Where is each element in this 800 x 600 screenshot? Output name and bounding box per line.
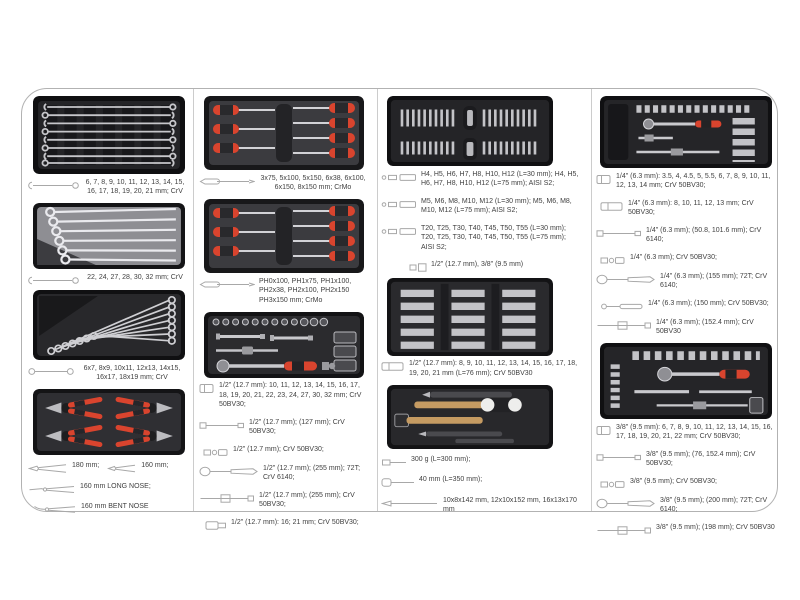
extension-bar-icon (596, 226, 642, 237)
tray-combination-wrenches-6-21 (33, 96, 185, 174)
tray-pliers-set (33, 389, 185, 455)
spec-line (199, 445, 367, 456)
spec-text: 1/4" (6.3 mm); (152.4 mm); CrV 50BV30 (656, 318, 754, 335)
bit-adapter-icon (409, 260, 427, 271)
tray-combination-wrenches-22-32 (33, 203, 185, 269)
spec-line (381, 260, 579, 271)
spec-text: 1/2" (12.7 mm): 8, 9, 10, 11, 12, 13, 14, 15, 16, 17, 18, 19, 20, 21 mm (L=76 mm); CrV 50BV30 (409, 360, 578, 377)
tray-half-inch-socket-set (204, 312, 364, 378)
combination-wrench-icon (28, 178, 80, 189)
universal-joint-icon (203, 445, 229, 456)
spec-line (381, 359, 579, 378)
hex-bits-icon (381, 170, 417, 181)
spec-text: 22, 24, 27, 28, 30, 32 mm; CrV (87, 273, 183, 281)
spec-line (28, 273, 186, 284)
spec-text: 3x75, 5x100, 5x150, 6x38, 6x100, 6x150, 8x150 mm; CrMo (260, 174, 366, 191)
spec-text: 6, 7, 8, 9, 10, 11, 12, 13, 14, 15, 16, 17, 18, 19, 20, 21 mm; CrV (85, 178, 185, 195)
flex-handle-icon (600, 299, 644, 310)
bent-nose-pliers-icon (33, 502, 77, 513)
spec-line (596, 226, 778, 245)
cutting-pliers-icon (107, 461, 137, 472)
column-wrenches-pliers (28, 94, 186, 518)
combination-wrench-icon (28, 273, 80, 284)
spec-line (596, 172, 778, 191)
column-divider (377, 89, 378, 511)
ratchet-icon (596, 496, 656, 507)
spec-text: 180 mm; (72, 462, 100, 469)
spec-line (28, 178, 186, 197)
spec-text: 1/4" (6.3 mm): 3.5, 4, 4.5, 5, 5.5, 6, 7, 8, 9, 10, 11, 12, 13, 14 mm; CrV 50BV30; (616, 172, 771, 189)
tray-three-eighth-inch-socket-set (600, 343, 772, 419)
long-nose-pliers-icon (28, 482, 76, 493)
column-quarter-three-eighth-sockets (596, 94, 778, 538)
socket-icon (596, 423, 612, 434)
tray-hammers-chisels (387, 385, 553, 449)
spec-text: 160 mm BENT NOSE (81, 503, 149, 510)
spec-text: 160 mm; (141, 462, 169, 469)
spec-line (381, 170, 579, 189)
tray-bit-set (387, 96, 553, 166)
spec-line (28, 482, 186, 493)
spec-text: 300 g (L=300 mm); (411, 455, 471, 463)
tray-deep-sockets (387, 278, 553, 356)
socket-icon (596, 172, 612, 183)
spec-text: 1/4" (6.3 mm); CrV 50BV30; (630, 253, 717, 261)
torx-bits-icon (381, 224, 417, 235)
spline-bits-icon (381, 197, 417, 208)
spec-text: 6x7, 8x9, 10x11, 12x13, 14x15, 16x17, 18x19 mm; CrV (83, 364, 181, 381)
spec-line (596, 199, 778, 218)
spec-line (199, 174, 367, 193)
spec-text: T20, T25, T30, T40, T45, T50, T55 (L=30 mm); T20, T25, T30, T40, T45, T50, T55 (L=75 mm); AISI S2; (421, 224, 566, 251)
spec-text: 40 mm (L=350 mm); (419, 476, 483, 483)
spec-text: 1/2" (12.7 mm); (127 mm); CrV 50BV30; (249, 418, 345, 435)
spec-line (381, 455, 579, 466)
screwdriver-icon (199, 174, 255, 185)
spec-text: 1/2" (12.7 mm): 10, 11, 12, 13, 14, 15, 16, 17, 18, 19, 20, 21, 22, 23, 24, 27, 30, 32 mm; CrV 50BV30; (219, 382, 362, 408)
universal-joint-icon (600, 477, 626, 488)
spec-line (381, 197, 579, 216)
spec-text: 1/4" (6.3 mm); (50.8, 101.6 mm); CrV 6140; (646, 226, 762, 243)
spec-text: 10x8x142 mm, 12x10x152 mm, 16x13x170 mm (443, 496, 577, 513)
spec-line (199, 418, 367, 437)
tray-offset-ring-wrenches (33, 290, 185, 360)
spec-line (596, 496, 778, 515)
spec-text: 1/2" (12.7 mm): 16; 21 mm; CrV 50BV30; (231, 518, 359, 526)
socket-icon (199, 381, 215, 392)
spec-text: 1/2" (12.7 mm), 3/8" (9.5 mm) (431, 261, 524, 268)
spec-line (28, 461, 186, 472)
spec-line (596, 318, 778, 337)
spec-text: 3/8" (9.5 mm); (198 mm); CrV 50BV30 (656, 523, 775, 531)
column-divider (591, 89, 592, 511)
spec-line (596, 450, 778, 469)
mallet-icon (381, 475, 415, 486)
spec-line (381, 224, 579, 253)
spec-text: 160 mm LONG NOSE; (80, 482, 151, 490)
spec-line (596, 299, 778, 310)
spec-line (596, 272, 778, 291)
spec-text: 1/4" (6.3 mm); (150 mm); CrV 50BV30; (648, 299, 769, 307)
spec-text: M5, M6, M8, M10, M12 (L=30 mm); M5, M6, M8, M10, M12 (L=75 mm); AISI S2; (421, 197, 572, 214)
column-bits-deep-sockets-hammers (381, 94, 579, 519)
spec-text: 3/8" (9.5 mm); CrV 50BV30; (630, 477, 717, 485)
spec-line (381, 496, 579, 515)
spec-text: 3/8" (9.5 mm): 6, 7, 8, 9, 10, 11, 12, 13, 14, 15, 16, 17, 18, 19, 20, 21, 22 mm; CrV 50BV30; (616, 423, 773, 440)
spec-line (199, 518, 367, 529)
spec-text: 1/2" (12.7 mm); (255 mm); CrV 50BV30; (259, 491, 355, 508)
extension-bar-icon (596, 450, 642, 461)
spec-line (596, 477, 778, 488)
spec-line (596, 523, 778, 534)
sliding-t-bar-icon (199, 491, 255, 502)
column-divider (193, 89, 194, 511)
spec-text: 1/4" (6.3 mm): 8, 10, 11, 12, 13 mm; CrV 50BV30; (628, 199, 754, 216)
screwdriver-icon (199, 277, 255, 288)
extension-bar-icon (199, 418, 245, 429)
tray-quarter-inch-socket-set (600, 96, 772, 168)
spark-plug-socket-icon (205, 518, 227, 529)
combination-pliers-icon (28, 461, 68, 472)
chisel-icon (381, 496, 439, 507)
hammer-icon (381, 455, 407, 466)
spec-line (596, 423, 778, 442)
ratchet-icon (596, 272, 656, 283)
spec-line (28, 364, 186, 383)
sliding-t-bar-icon (596, 523, 652, 534)
spec-line (199, 491, 367, 510)
spec-line (28, 502, 186, 513)
deep-socket-icon (600, 199, 624, 210)
spec-line (381, 475, 579, 486)
spec-line (199, 277, 367, 306)
spec-text: 1/4" (6.3 mm); (155 mm); 72T; CrV 6140; (660, 272, 768, 289)
tray-phillips-screwdrivers (204, 199, 364, 273)
spec-text: 1/2" (12.7 mm); (255 mm); 72T; CrV 6140; (263, 464, 361, 481)
tray-slotted-screwdrivers (204, 96, 364, 170)
sliding-t-bar-icon (596, 318, 652, 329)
spec-line (199, 464, 367, 483)
deep-socket-icon (381, 359, 405, 370)
column-screwdrivers-sockets (199, 94, 367, 533)
spec-text: PH0x100, PH1x75, PH1x100, PH2x38, PH2x100, PH2x150 PH3x150 mm; CrMo (259, 277, 352, 304)
spec-line (199, 381, 367, 410)
spec-text: 3/8" (9.5 mm); (76, 152.4 mm); CrV 50BV30; (646, 450, 756, 467)
universal-joint-icon (600, 253, 626, 264)
spec-text: H4, H5, H6, H7, H8, H10, H12 (L=30 mm); H4, H5, H6, H7, H8, H10, H12 (L=75 mm); AISI S2; (421, 170, 579, 187)
ring-wrench-icon (28, 364, 74, 375)
spec-text: 3/8" (9.5 mm); (200 mm); 72T; CrV 6140; (660, 496, 768, 513)
ratchet-icon (199, 464, 259, 475)
spec-line (596, 253, 778, 264)
spec-text: 1/2" (12.7 mm); CrV 50BV30; (233, 445, 324, 453)
